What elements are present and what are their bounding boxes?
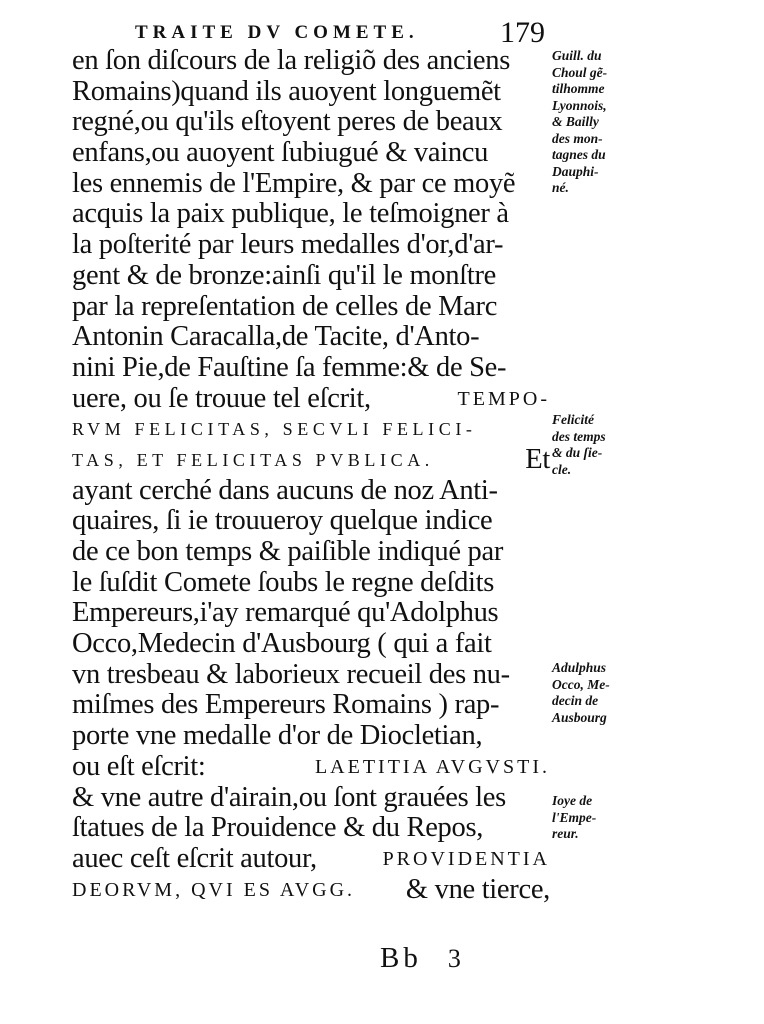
text-line: quaires, ſi ie trouueroy quelque indice	[72, 505, 493, 537]
text-line: en ſon diſcours de la religiõ des anciens	[72, 45, 511, 76]
text-line: nini Pie,de Fauſtine ſa femme:& de Se-	[72, 351, 507, 383]
text-line-small-caps: RVM FELICITAS, SECVLI FELICI-	[72, 419, 477, 440]
text-line: gent & de bronze:ainſi qu'il le monſtre	[72, 259, 496, 291]
small-caps-text: TEMPO-	[457, 387, 550, 410]
text-line: regné,ou qu'ils eſtoyent peres de beaux	[72, 106, 503, 138]
margin-note-line: Guill. du	[552, 48, 602, 63]
text-line: Occo,Medecin d'Ausbourg ( qui a fait	[72, 628, 492, 660]
text-line: porte vne medalle d'or de Diocletian,	[72, 720, 483, 752]
signature-number: 3	[447, 944, 465, 973]
text-line: Romains)quand ils auoyent longuemẽt	[72, 75, 501, 107]
signature-letters: Bb	[380, 942, 422, 974]
margin-note-occo	[552, 660, 610, 726]
signature-mark	[380, 942, 465, 975]
small-caps-text: LAETITIA AVGVSTI.	[314, 755, 550, 778]
margin-note-line: Ioye de	[552, 793, 593, 808]
margin-note-line: reur.	[552, 826, 579, 841]
text-line: Antonin Caracalla,de Tacite, d'Anto-	[72, 321, 480, 353]
text-line: Empereurs,i'ay remarqué qu'Adolphus	[72, 597, 499, 629]
margin-note-felicite	[552, 412, 606, 478]
margin-note-line: Adulphus	[552, 660, 607, 675]
text-line: la poſterité par leurs medalles d'or,d'ar-	[72, 229, 504, 261]
margin-note-line: Dauphi-	[552, 163, 599, 179]
text-line	[72, 384, 550, 415]
margin-note-ioye	[552, 793, 596, 843]
margin-note-line: & Bailly	[552, 114, 599, 129]
text-segment: Et	[525, 443, 550, 475]
margin-note-line: des mon-	[552, 130, 603, 146]
margin-note-line: Lyonnois,	[552, 97, 607, 113]
text-line: acquis la paix publique, le teſmoigner à	[72, 198, 509, 230]
margin-note-line: Felicité	[552, 412, 594, 427]
text-segment: & vne tierce,	[405, 873, 550, 905]
margin-note-line: l'Empe-	[552, 809, 597, 825]
text-line: vn tresbeau & laborieux recueil des nu-	[72, 658, 510, 690]
text-line: miſmes des Empereurs Romains ) rap-	[72, 689, 500, 721]
margin-note-line: des temps	[552, 428, 606, 444]
text-line: les ennemis de l'Empire, & par ce moyẽ	[72, 167, 516, 199]
text-line: ayant cerché dans aucuns de noz Anti-	[72, 474, 498, 506]
text-line: le ſuſdit Comete ſoubs le regne deſdits	[72, 566, 495, 598]
text-line: par la repreſentation de celles de Marc	[72, 290, 498, 322]
text-segment: uere, ou ſe trouue tel eſcrit,	[72, 382, 371, 414]
margin-note-line: Choul gẽ-	[552, 64, 608, 80]
text-segment: ou eſt eſcrit:	[72, 750, 206, 782]
margin-note-line: & du ſie-	[552, 445, 603, 460]
margin-note-du-choul	[552, 48, 607, 197]
small-caps-text: TAS, ET FELICITAS PVBLICA.	[72, 449, 434, 470]
text-line	[72, 844, 550, 875]
text-line	[72, 875, 550, 906]
margin-note-line: Occo, Me-	[552, 676, 610, 692]
text-line: & vne autre d'airain,ou ſont grauées les	[72, 781, 506, 813]
text-line: enfans,ou auoyent ſubiugué & vaincu	[72, 137, 489, 169]
margin-note-line: né.	[552, 180, 569, 195]
small-caps-text: PROVIDENTIA	[382, 847, 550, 870]
text-segment: auec ceſt eſcrit autour,	[72, 842, 317, 874]
margin-note-line: tagnes du	[552, 147, 606, 162]
main-text-column	[72, 46, 550, 905]
margin-note-line: decin de	[552, 693, 599, 708]
text-line: ſtatues de la Prouidence & du Repos,	[72, 812, 484, 844]
margin-note-line: Ausbourg	[552, 709, 607, 725]
text-line	[72, 752, 550, 783]
running-title: TRAITE DV COMETE.	[135, 22, 419, 43]
text-line-small-caps	[72, 445, 550, 476]
small-caps-text: DEORVM, QVI ES AVGG.	[72, 878, 356, 901]
margin-note-line: tilhomme	[552, 81, 605, 96]
text-line: de ce bon temps & paiſible indiqué par	[72, 536, 504, 567]
margin-note-line: cle.	[552, 461, 572, 477]
page-number: 179	[500, 16, 545, 49]
